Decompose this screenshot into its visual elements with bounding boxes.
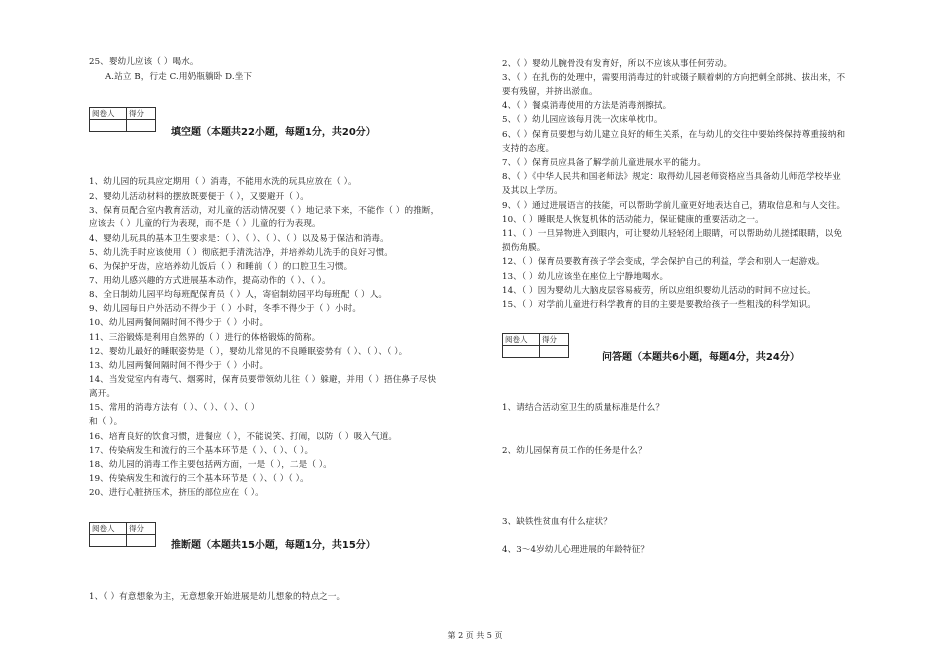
- judge-item: 9、（ ）通过进展语言的技能，可以帮助学前儿童更好地表达自己，猜取信息和与人交往。: [502, 201, 846, 211]
- score-cell[interactable]: [127, 120, 156, 132]
- judge-section-title: 推断题（本题共15小题，每题1分，共15分）: [171, 540, 376, 551]
- qa-section-title: 问答题（本题共6小题，每题4分，共24分）: [602, 352, 800, 363]
- grader-cell[interactable]: [90, 120, 127, 132]
- qa-item: 2、幼儿园保育员工作的任务是什么？: [502, 446, 647, 456]
- judge-item: 及其以上学历。: [502, 186, 563, 196]
- fill-item: 2、婴幼儿活动材料的摆放既要便于（ ），又要避开（ ）。: [89, 192, 309, 202]
- judge-item: 4、（ ）餐桌消毒使用的方法是消毒剂擦拭。: [502, 101, 672, 111]
- score-label: 得分: [127, 108, 156, 120]
- score-cell[interactable]: [540, 346, 569, 358]
- fill-item: 19、传染病发生和流行的三个基本环节是（ ）、（ ）（ ）。: [89, 474, 309, 484]
- fill-item: 12、婴幼儿最好的睡眠姿势是（ ），婴幼儿常见的不良睡眠姿势有（ ）、（ ）、（ ）。: [89, 347, 408, 357]
- fill-item: 6、为保护牙齿，应培养幼儿饭后（ ）和睡前（ ）的口腔卫生习惯。: [89, 262, 353, 272]
- fill-item: 9、幼儿园每日户外活动不得少于（ ）小时，冬季不得少于（ ）小时。: [89, 304, 362, 314]
- fill-item: 应该去（ ）儿童的行为表现，而不是（ ）儿童的行为表现。: [89, 219, 321, 229]
- judge-item: 7、（ ）保育员应具备了解学前儿童进展水平的能力。: [502, 158, 707, 168]
- fill-item: 10、幼儿园两餐间隔时间不得少于（ ）小时。: [89, 318, 269, 328]
- grader-label: 阅卷人: [90, 523, 127, 535]
- fill-item: 15、常用的消毒方法有（ ）、（ ）、（ ）、（ ）: [89, 403, 260, 413]
- score-table-judge: [89, 522, 156, 547]
- grader-cell[interactable]: [90, 535, 127, 547]
- judge-item: 11、（ ）一旦异物进入到眼内，可让婴幼儿轻轻闭上眼睛，可以帮助幼儿搓揉眼睛，以免: [502, 229, 843, 239]
- fill-item: 8、全日制幼儿园平均每班配保育员（ ）人，寄宿制幼园平均每班配（ ）人。: [89, 290, 388, 300]
- judge-item: 2、（ ）婴幼儿腕骨没有发育好，所以不应该从事任何劳动。: [502, 59, 733, 69]
- fill-item: 11、三浴锻炼是利用自然界的（ ）进行的体格锻炼的简称。: [89, 333, 321, 343]
- fill-item: 14、当发觉室内有毒气、烟雾时，保育员要带领幼儿往（ ）躲避，并用（ ）捂住鼻子尽快: [89, 375, 437, 385]
- fill-item: 16、培育良好的饮食习惯，进餐应（ ），不能说笑、打闹，以防（ ）吸入气道。: [89, 432, 398, 442]
- fill-item: 和（ ）。: [89, 417, 123, 427]
- question-25: 25、婴幼儿应该（ ）喝水。: [89, 57, 199, 67]
- qa-item: 1、请结合活动室卫生的质量标准是什么？: [502, 403, 665, 413]
- fill-item: 7、用幼儿感兴趣的方式进展基本动作，提高动作的（ ）、（ ）。: [89, 276, 331, 286]
- grader-label: 阅卷人: [503, 334, 540, 346]
- fill-item: 13、幼儿园两餐间隔时间不得少于（ ）小时。: [89, 361, 269, 371]
- judge-item: 损伤角膜。: [502, 243, 546, 253]
- judge-item: 要有残留，并挤出淤血。: [502, 87, 598, 97]
- qa-item: 4、3～4岁幼儿心理进展的年龄特征？: [502, 545, 650, 555]
- grader-label: 阅卷人: [90, 108, 127, 120]
- judge-item: 8、（ ）《中华人民共和国老师法》规定：取得幼儿园老师资格应当具备幼儿师范学校毕业: [502, 172, 841, 182]
- page-footer: 第 2 页 共 5 页: [447, 631, 503, 640]
- score-label: 得分: [540, 334, 569, 346]
- judge-item-1: 1、（ ）有意想象为主，无意想象开始进展是幼儿想象的特点之一。: [89, 592, 346, 602]
- judge-item: 13、（ ）幼儿应该坐在座位上宁静地喝水。: [502, 272, 669, 282]
- score-table-fill: [89, 107, 156, 132]
- score-table-qa: [502, 333, 569, 358]
- fill-item: 4、婴幼儿玩具的基本卫生要求是：（ ）、（ ）、（ ）、（ ）以及易于保洁和消毒。: [89, 234, 389, 244]
- judge-item: 3、（ ）在扎伤的处理中，需要用消毒过的针或镊子顺着刺的方向把刺全部挑、拔出来，不: [502, 73, 846, 83]
- qa-item: 3、缺铁性贫血有什么症状？: [502, 517, 612, 527]
- fill-item: 离开。: [89, 389, 116, 399]
- fill-item: 18、幼儿园的消毒工作主要包括两方面，一是（ ），二是（ ）。: [89, 460, 332, 470]
- grader-cell[interactable]: [503, 346, 540, 358]
- fill-item: 1、幼儿园的玩具应定期用（ ）消毒，不能用水洗的玩具应放在（ ）。: [89, 177, 357, 187]
- judge-item: 14、（ ）因为婴幼儿大脑皮层容易疲劳，所以应组织婴幼儿活动的时间不应过长。: [502, 286, 816, 296]
- score-cell[interactable]: [127, 535, 156, 547]
- judge-item: 12、（ ）保育员要教育孩子学会变成，学会保护自己的利益，学会和别人一起游戏。: [502, 257, 825, 267]
- question-25-options: A.站立 B，行走 C.用奶瓶躺卧 D.坐下: [105, 72, 253, 82]
- judge-item: 15、（ ）对学前儿童进行科学教育的目的主要是要教给孩子一些粗浅的科学知识。: [502, 300, 816, 310]
- score-label: 得分: [127, 523, 156, 535]
- fill-item: 5、幼儿洗手时应该使用（ ）彻底把手清洗洁净，并培养幼儿洗手的良好习惯。: [89, 248, 393, 258]
- judge-item: 支持的态度。: [502, 144, 555, 154]
- fill-item: 17、传染病发生和流行的三个基本环节是（ ）、（ ）、（ ）。: [89, 446, 314, 456]
- judge-item: 6、（ ）保育员要想与幼儿建立良好的师生关系，在与幼儿的交往中要始终保持尊重接纳和: [502, 130, 846, 140]
- judge-item: 10、（ ）睡眠是人恢复机体的活动能力，保证健康的重要活动之一。: [502, 215, 764, 225]
- judge-item: 5、（ ）幼儿园应该每月洗一次床单枕巾。: [502, 115, 663, 125]
- fill-item: 20、进行心脏挤压术，挤压的部位应在（ ）。: [89, 488, 264, 498]
- fill-item: 3、保育员配合室内教育活动，对儿童的活动情况要（ ）地记录下来，不能作（ ）的推断，: [89, 206, 440, 216]
- fill-section-title: 填空题（本题共22小题，每题1分，共20分）: [171, 127, 376, 138]
